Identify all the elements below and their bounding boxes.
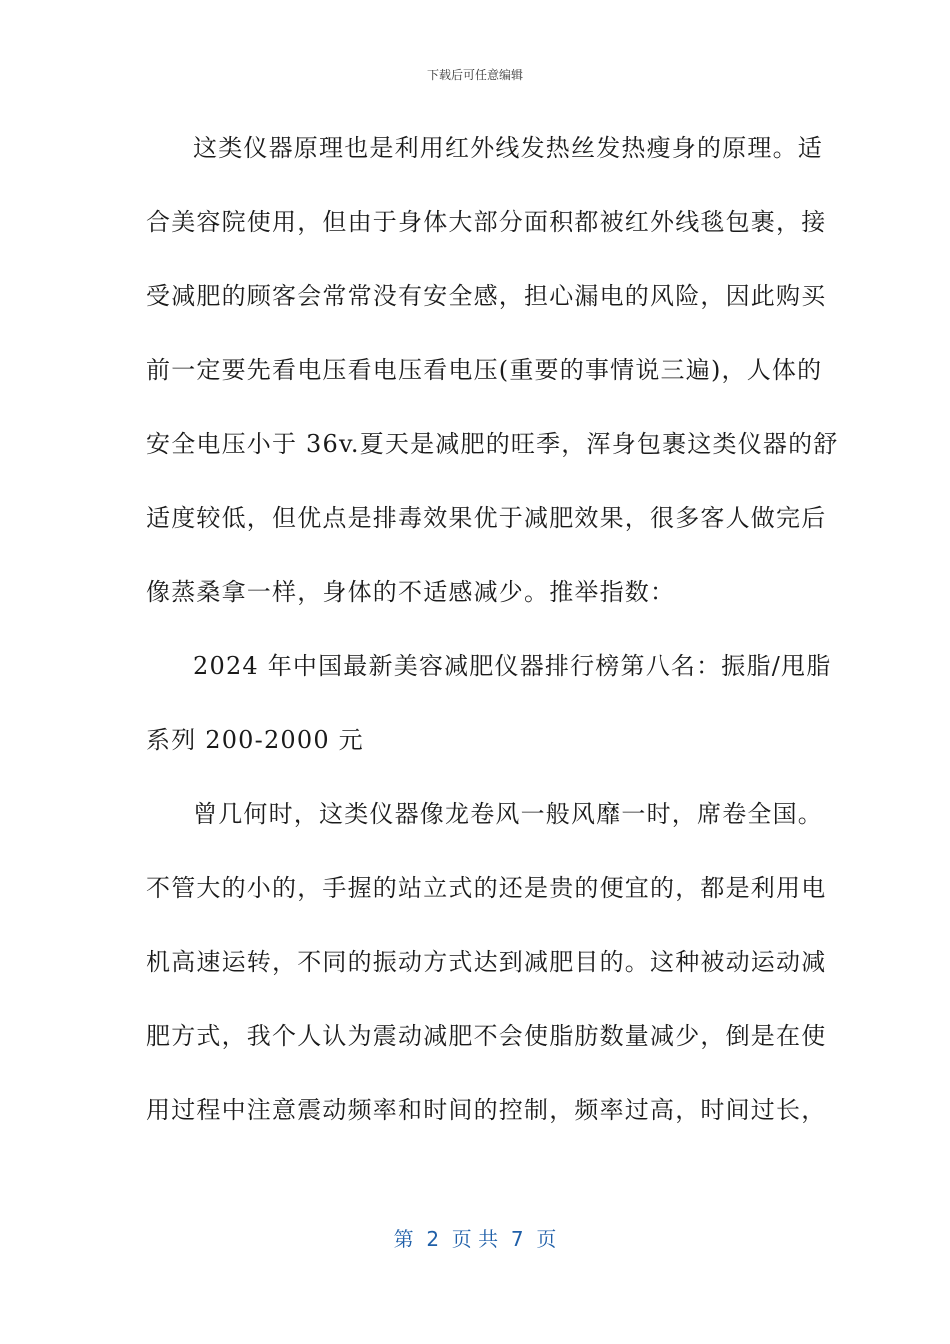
- header-note: 下载后可任意编辑: [426, 68, 523, 82]
- document-body: [146, 111, 839, 1147]
- section-heading-line: 系列 200-2000 元: [146, 726, 364, 754]
- section-heading-line: 2024 年中国最新美容减肥仪器排行榜第八名：振脂/甩脂: [193, 652, 832, 680]
- page-number: 第 2 页 共 7 页: [393, 1227, 557, 1251]
- paragraph-line: 用过程中注意震动频率和时间的控制，频率过高，时间过长，: [146, 1096, 827, 1124]
- paragraph-line: 安全电压小于 36v.夏天是减肥的旺季，浑身包裹这类仪器的舒: [146, 430, 839, 458]
- paragraph-line: 曾几何时，这类仪器像龙卷风一般风靡一时，席卷全国。: [193, 800, 823, 828]
- paragraph-line: 受减肥的顾客会常常没有安全感，担心漏电的风险，因此购买: [146, 282, 827, 310]
- paragraph-line: 肥方式，我个人认为震动减肥不会使脂肪数量减少，倒是在使: [146, 1022, 827, 1050]
- paragraph-line: 机高速运转，不同的振动方式达到减肥目的。这种被动运动减: [146, 948, 827, 976]
- paragraph-line: 合美容院使用，但由于身体大部分面积都被红外线毯包裹，接: [146, 208, 827, 236]
- paragraph-line: 这类仪器原理也是利用红外线发热丝发热瘦身的原理。适: [193, 134, 823, 162]
- paragraph-line: 像蒸桑拿一样，身体的不适感减少。推举指数：: [146, 578, 676, 606]
- paragraph-line: 适度较低，但优点是排毒效果优于减肥效果，很多客人做完后: [146, 504, 827, 532]
- paragraph-line: 前一定要先看电压看电压看电压(重要的事情说三遍)，人体的: [146, 356, 823, 384]
- paragraph-line: 不管大的小的，手握的站立式的还是贵的便宜的，都是利用电: [146, 874, 827, 902]
